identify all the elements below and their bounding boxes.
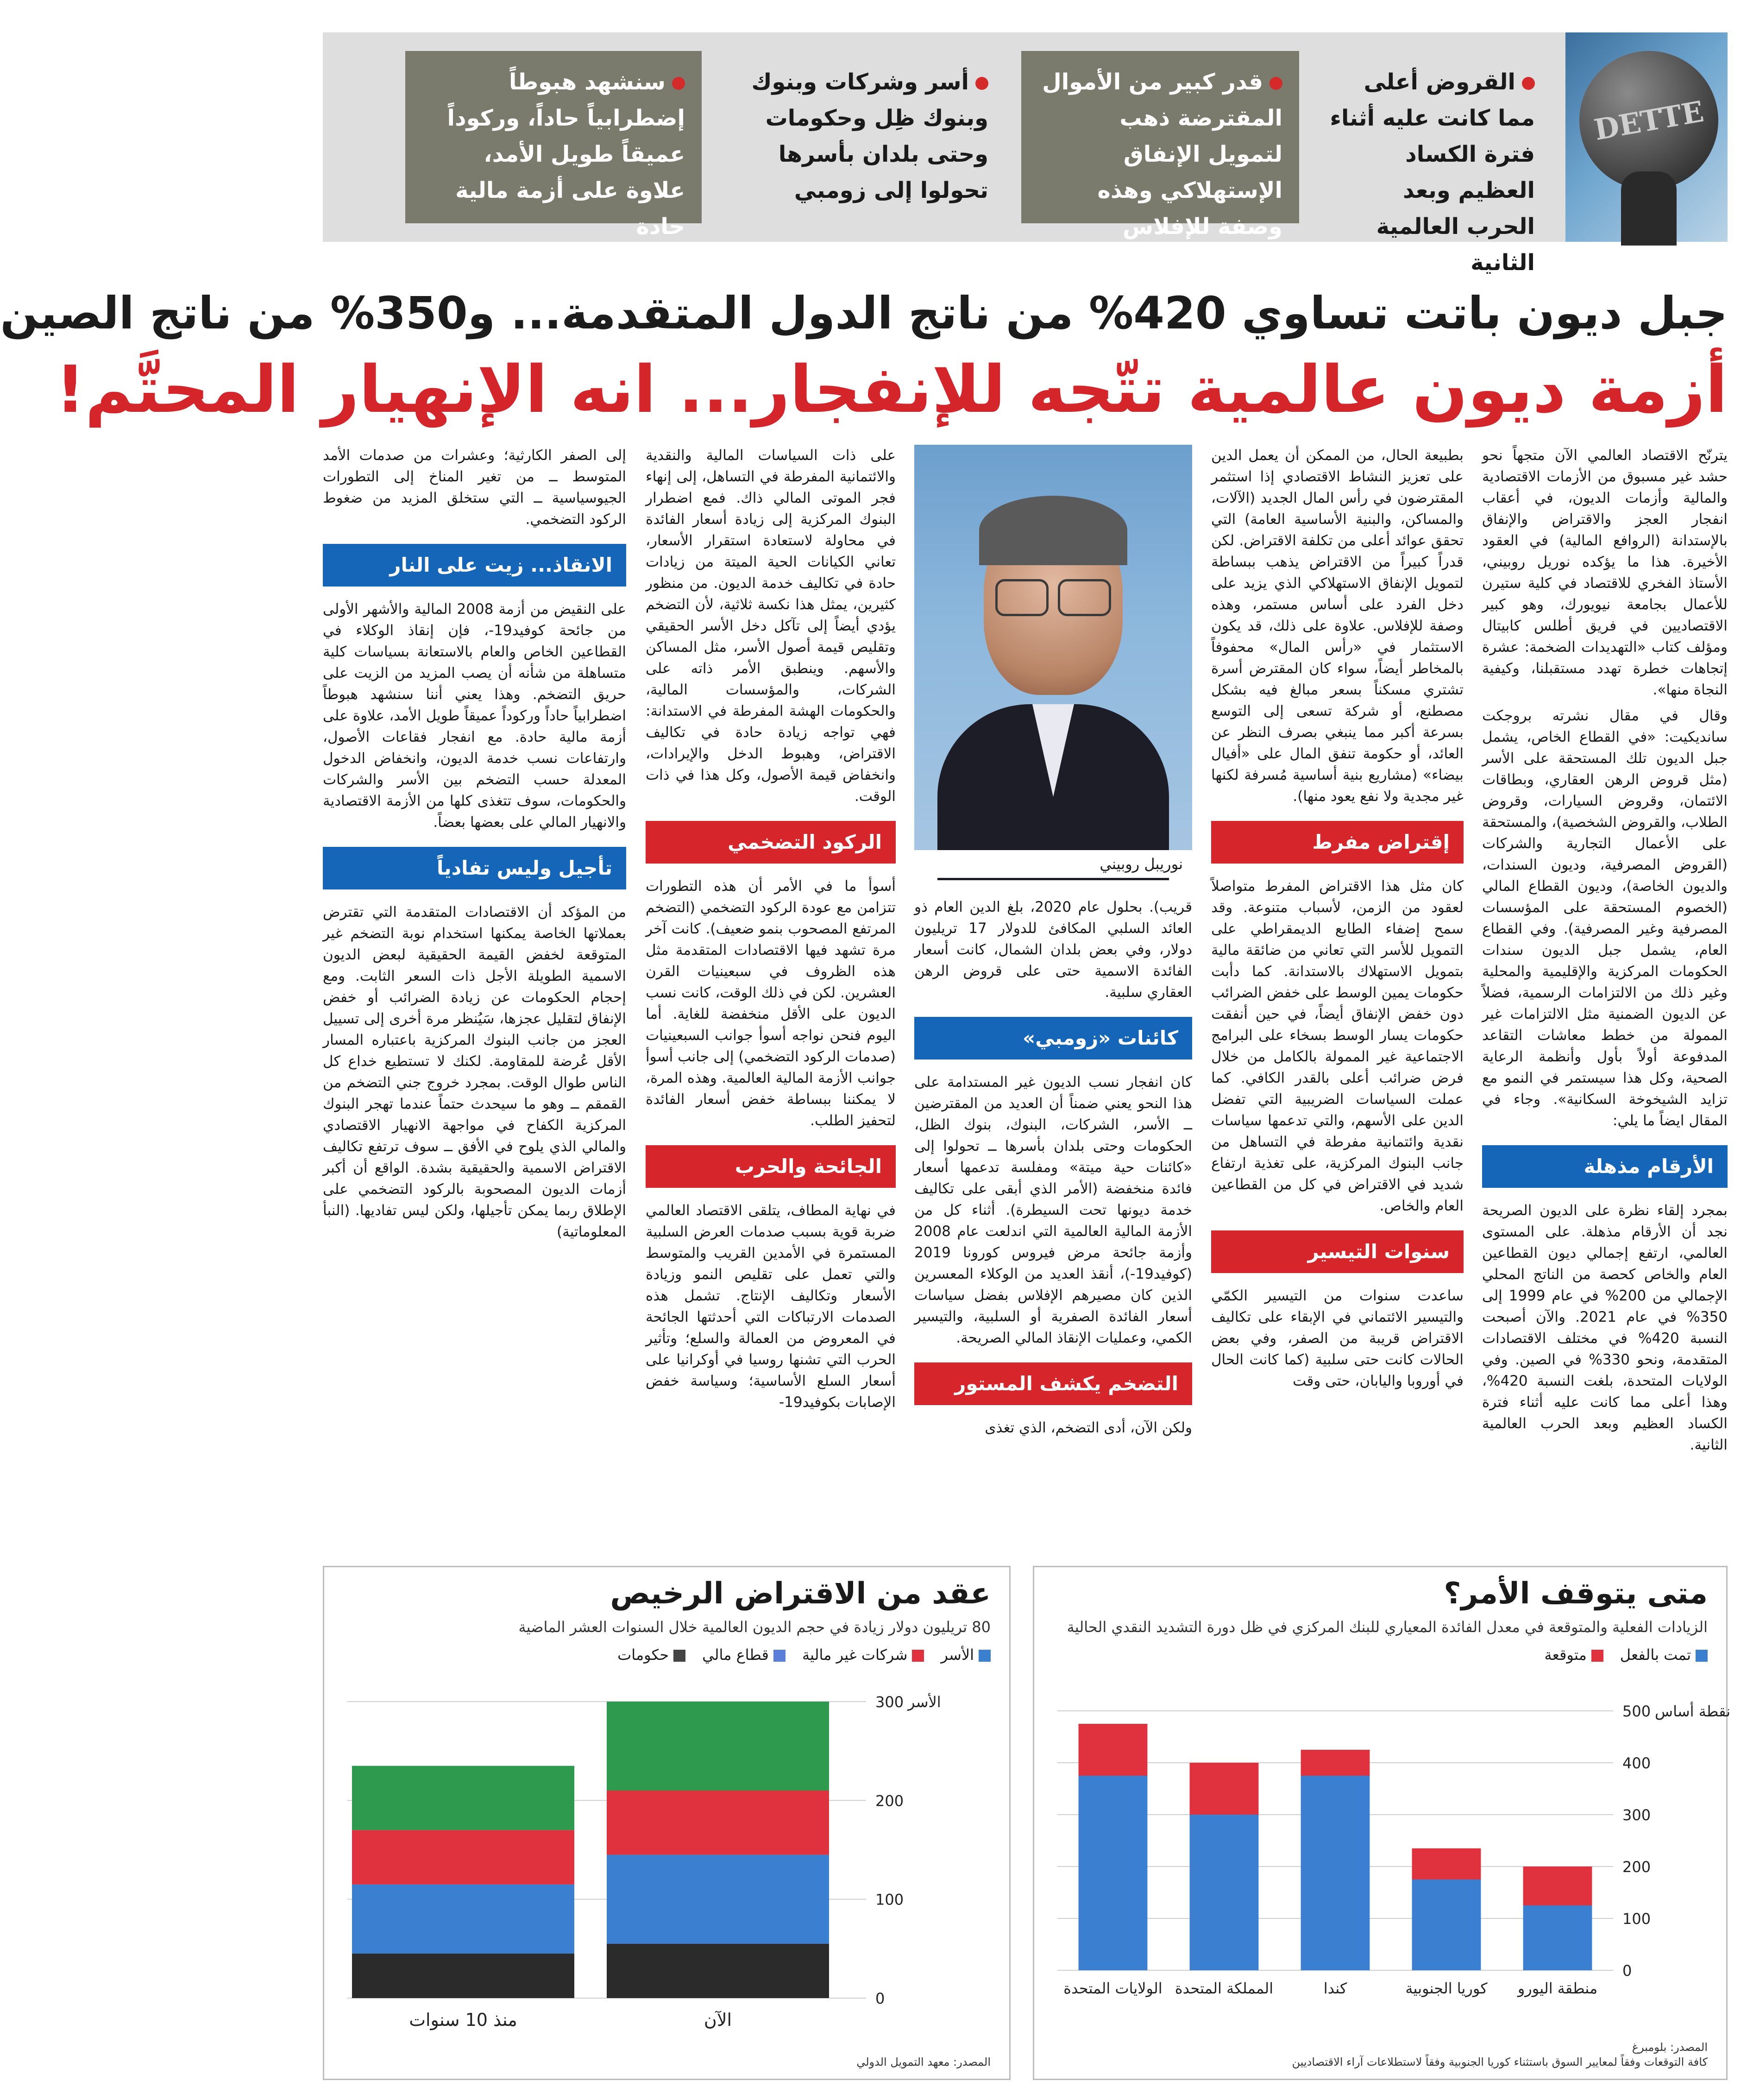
paragraph: من المؤكد أن الاقتصادات المتقدمة التي تقترض بعملاتها الخاصة يمكنها استخدام نوبة التضخم غير المتوقعة لخفض القيمة الحقيقية لبعض الديون الاسمية الطويلة الأجل ذات السعر الثابت. ومع إحجام الحكومات عن زيادة الضرائب أو خفض الإنفاق لتقليل عجزها، سَيُنظر مرة أخرى إلى تسييل العجز من جانب البنوك المركزية باعتباره المسار الأقل عُرضة للمقاومة. لكنك لا تستطيع خداع كل الناس طوال الوقت. بمجرد خروج جني التضخم من القمقم ــ وهو ما سيحدث حتماً عندما تهجر البنوك المركزية الكفاح في مواجهة الانهيار الاقتصادي والمالي الذي يلوح في الأفق ــ سوف ترتفع تكاليف الاقتراض الاسمية والحقيقية بشدة. الواقع أن أكبر أزمات الديون المصحوبة بالركود التضخمي على الإطلاق ربما يمكن تأجيلها، ولكن ليس تفاديها. (النبأ المعلوماتية) (323, 904, 626, 1240)
section-heading: كائنات «زومبي» (914, 1017, 1192, 1059)
paragraph: كان انفجار نسب الديون غير المستدامة على هذا النحو يعني ضمناً أن العديد من المقترضين ــ الأسر، الشركات، البنوك، بنوك الظل، الحكومات وحتى بلدان بأسرها ــ تحولوا إلى «كائنات حية ميتة» ومفلسة تدعمها أسعار فائدة منخفضة (الأمر الذي أبقى على تكاليف خدمة ديونها تحت السيطرة). أثناء كل من الأزمة المالية العالمية التي اندلعت عام 2008 وأزمة جائحة مرض فيروس كورونا 2019 (كوفيد19-)، أنقذ العديد من الوكلاء المعسرين الذين كان مصيرهم الإفلاس بفضل سياسات أسعار الفائدة الصفرية أو السلبية، والتيسير الكمي، وعمليات الإنقاذ المالي الصريحة. (914, 1074, 1192, 1346)
y-tick-label: 300 (875, 1693, 904, 1711)
paragraph: ساعدت سنوات من التيسير الكمّي والتيسير الائتماني في الإبقاء على تكاليف الاقتراض قريبة من الصفر، وفي بعض الحالات كانت حتى سلبية (كما كانت الحال في أوروبا واليابان، حتى وقت (1211, 1287, 1464, 1389)
paragraph: على النقيض من أزمة 2008 المالية والأشهر الأولى من جائحة كوفيد19-، فإن إنقاذ الوكلاء في القطاعين الخاص والعام بالاستعانة بسياسات كلية متساهلة من شأنه أن يصب المزيد من الزيت على حريق التضخم. وهذا يعني أننا سنشهد هبوطاً اضطرابياً حاداً وركوداً عميقاً طويل الأمد، علاوة على أزمة مالية حادة. مع انفجار فقاعات الأصول، وارتفاعات نسب خدمة الديون، وانخفاض الدخول المعدلة حسب التضخم بين الأسر والشركات والحكومات، سوف تتغذى كلها من الأزمة الاقتصادية والانهيار المالي على بعضها بعضاً. (323, 601, 626, 831)
paragraph: يترنّح الاقتصاد العالمي الآن متجهاً نحو حشد غير مسبوق من الأزمات الاقتصادية والمالية وأزمات الديون، في أعقاب انفجار العجز والاقتراض والإنفاق بالإستدانة (الروافع المالية) في العقود الأخيرة. هذا ما يؤكده نوريل روبيني، الأستاذ الفخري للاقتصاد في كلية ستيرن للأعمال بجامعة نيويورك، وهو كبير الاقتصاديين في فريق أطلس كابيتال ومؤلف كتاب «التهديدات الضخمة: عشرة إتجاهات خطرة تهدد مستقبلنا، وكيفية النجاة منها». (1482, 447, 1728, 698)
paragraph: وقال في مقال نشرته بروجكت سانديكيت: «في القطاع الخاص، يشمل جبل الديون تلك المستحقة على الأسر (مثل قروض الرهن العقاري، وبطاقات الائتمان، وقروض السيارات، وقروض الطلاب، والقروض الشخصية)، والمستحقة على الأعمال التجارية والشركات (القروض المصرفية، وديون السندات، والديون الخاصة)، وديون القطاع المالي (الخصوم المستحقة على المؤسسات المصرفية وغير المصرفية). وفي القطاع العام، يشمل جبل الديون سندات الحكومات المركزية والإقليمية والمحلية وغير ذلك من الالتزامات الرسمية، فضلاً عن الديون الضمنية مثل الالتزامات غير الممولة من خطط معاشات التقاعد المدفوعة أولاً بأول وأنظمة الرعاية الصحية، وكل هذا سيستمر في النمو مع تزايد الشيخوخة السكانية». وجاء في المقال ايضاً ما يلي: (1482, 707, 1728, 1129)
chart-cheap-borrowing-plot (333, 1674, 991, 2054)
photo-caption: نوريبل روبيني (914, 850, 1192, 878)
section-heading: الانقاذ... زيت على النار (323, 544, 626, 586)
chart-rate-hikes (1033, 1566, 1731, 2080)
dette-illustration (1565, 32, 1728, 242)
chart-cheap-borrowing (323, 1566, 1011, 2080)
legend-swatch (773, 1650, 786, 1662)
x-tick-label: منذ 10 سنوات (409, 2010, 517, 2030)
chart-source: المصدر: معهد التمويل الدولي (856, 2056, 991, 2068)
legend-swatch (1591, 1650, 1603, 1662)
legend-item-actual: تمت بالفعل (1620, 1646, 1708, 1664)
bar-segment (352, 1766, 574, 1830)
headline: أزمة ديون عالمية تتّجه للإنفجار... انه الإنهيار المحتَّم! (55, 352, 1728, 428)
subheadline: جبل ديون باتت تساوي 420% من ناتج الدول المتقدمة... و350% من ناتج الصين (0, 287, 1728, 339)
legend-item-government: حكومات (617, 1646, 685, 1664)
x-tick-label: الولايات المتحدة (1063, 1980, 1163, 1997)
y-tick-label: 400 (1622, 1754, 1651, 1772)
y-tick-label: 200 (1622, 1858, 1651, 1876)
x-tick-label: كوريا الجنوبية (1405, 1980, 1488, 1997)
y-axis-unit: نقطة أساس (1655, 1703, 1731, 1720)
banner-point-1: القروض أعلى مما كانت عليه أثناء فترة الكساد العظيم وبعد الحرب العالمية الثانية (1330, 69, 1535, 276)
section-heading: الجائحة والحرب (646, 1145, 896, 1188)
bar-segment (1301, 1776, 1370, 1970)
legend-item-households: الأسر (941, 1646, 991, 1664)
section-heading: التضخم يكشف المستور (914, 1362, 1192, 1405)
chart-title: عقد من الاقتراض الرخيص (610, 1577, 991, 1611)
bar-segment (1190, 1815, 1259, 1970)
bar-segment (352, 1954, 574, 1998)
y-tick-label: 100 (875, 1891, 904, 1909)
y-tick-label: 100 (1622, 1910, 1651, 1928)
y-tick-label: 200 (875, 1792, 904, 1810)
x-tick-label: كندا (1323, 1980, 1347, 1997)
bar-segment (352, 1830, 574, 1884)
legend-swatch (673, 1650, 685, 1662)
banner-point-3: أسر وشركات وبنوك وبنوك ظِل وحكومات وحتى بلدان بأسرها تحولوا إلى زومبي (751, 69, 988, 203)
y-tick-label: 0 (875, 1990, 885, 2007)
bullet-icon (1522, 77, 1535, 90)
article-column-1 (1482, 445, 1728, 1460)
banner-point-2: قدر كبير من الأموال المقترضة ذهب لتمويل الإنفاق الإستهلاكي وهذه وصفة للإفلاس (1021, 51, 1299, 223)
bullet-icon (1269, 77, 1282, 90)
bar-segment (607, 1791, 829, 1855)
portrait-photo (914, 445, 1192, 878)
hair-shape (979, 496, 1127, 565)
chart-subtitle: الزيادات الفعلية والمتوقعة في معدل الفائدة المعياري للبنك المركزي في ظل دورة التشديد النقدي الحالية (1067, 1618, 1708, 1636)
legend-item-financial: قطاع مالي (702, 1646, 786, 1664)
paragraph: بطبيعة الحال، من الممكن أن يعمل الدين على تعزيز النشاط الاقتصادي إذا استثمر المقترضون في رأس المال الجديد (الآلات، والمساكن، والبنية الأساسية العامة) التي تحقق عوائد أعلى من تكلفة الاقتراض. لكن قدراً كبيراً من الاقتراض يذهب ببساطة لتمويل الإنفاق الاستهلاكي الذي يزيد على دخل الفرد على أساس مستمر، وهذه وصفة للإفلاس. علاوة على ذلك، قد يكون الاستثمار في «رأس المال» محفوفاً بالمخاطر أيضاً، سواء كان المقترض أسرة تشتري مسكناً بسعر مبالغ فيه بشكل مصطنع، أو شركة تسعى إلى التوسع بسرعة أكبر مما ينبغي بصرف النظر عن العائد، أو حكومة تنفق المال على «أفيال بيضاء» (مشاريع بنية أساسية مُسرفة لكنها غير مجدية ولا نفع يعود منها). (1211, 447, 1464, 805)
section-heading: سنوات التيسير (1211, 1230, 1464, 1273)
man-figure-icon (1621, 171, 1677, 246)
legend-swatch (912, 1650, 924, 1662)
banner-point-4: سنشهد هبوطاً إضطرابياً حاداً، وركوداً عميقاً طويل الأمد، علاوة على أزمة مالية حادة (405, 51, 702, 223)
article-column-5 (323, 445, 626, 1247)
legend-swatch (1696, 1650, 1708, 1662)
paragraph: على ذات السياسات المالية والنقدية والائتمانية المفرطة في التساهل، إلى إنهاء فجر الموتى المالي ذاك. فمع اضطرار البنوك المركزية إلى زيادة أسعار الفائدة في محاولة لاستعادة استقرار الأسعار، تعاني الكيانات الحية الميتة من زيادات حادة في تكاليف خدمة الديون. من منظور كثيرين، يمثل هذا نكسة ثلاثية، لأن التضخم يؤدي أيضاً إلى تآكل دخل الأسر الحقيقي وتقليص قيمة أصول الأسر، مثل المساكن والأسهم. وينطبق الأمر ذاته على الشركات، والمؤسسات المالية، والحكومات الهشة المفرطة في الاستدانة: فهي تواجه زيادة حادة في تكاليف الاقتراض، وهبوط الدخل والإيرادات، وانخفاض قيمة الأصول، وكل هذا في ذات الوقت. (646, 447, 896, 805)
bar-segment (1523, 1867, 1592, 1905)
y-axis-unit: الأسر (908, 1693, 941, 1711)
section-heading: إقتراض مفرط (1211, 821, 1464, 864)
bar-segment (1412, 1879, 1481, 1970)
bar-segment (607, 1944, 829, 1998)
bar-segment (607, 1702, 829, 1791)
bar-segment (1079, 1724, 1148, 1776)
bullet-icon (672, 77, 685, 90)
bar-segment (1412, 1848, 1481, 1879)
section-heading: تأجيل وليس تفادياً (323, 847, 626, 889)
chart-legend (617, 1646, 991, 1664)
y-tick-label: 500 (1622, 1703, 1651, 1720)
article-column-4 (646, 445, 896, 1418)
chart-rate-hikes-plot (1043, 1674, 1731, 2026)
glasses-icon (995, 579, 1111, 612)
legend-item-expected: متوقعة (1545, 1646, 1603, 1664)
chart-source: المصدر: بلومبرغ كافة التوقعات وفقاً لمعايير السوق باستثناء كوريا الجنوبية وفقاً لاستطلاعات آراء الاقتصاديين (1292, 2041, 1708, 2068)
legend-item-nonfinancial: شركات غير مالية (802, 1646, 924, 1664)
top-banner (323, 32, 1728, 276)
y-tick-label: 300 (1622, 1806, 1651, 1824)
article-column-2 (1211, 445, 1464, 1396)
article-column-3 (914, 896, 1192, 1443)
chart-legend (1545, 1646, 1708, 1664)
x-tick-label: الآن (704, 2010, 732, 2030)
paragraph: إلى الصفر الكارثية؛ وعشرات من صدمات الأمد المتوسط ــ من تغير المناخ إلى التطورات الجيوسياسية ــ التي ستخلق المزيد من ضغوط الركود التضخمي. (323, 447, 626, 528)
bar-segment (1523, 1905, 1592, 1970)
bar-segment (1079, 1776, 1148, 1970)
chart-title: متى يتوقف الأمر؟ (1444, 1577, 1708, 1611)
x-tick-label: منطقة اليورو (1517, 1980, 1598, 1997)
section-heading: الركود التضخمي (646, 821, 896, 864)
bullet-icon (975, 77, 988, 90)
bar-segment (352, 1885, 574, 1954)
paragraph: ولكن الآن، أدى التضخم، الذي تغذى (985, 1419, 1192, 1436)
paragraph: قريب). بحلول عام 2020، بلغ الدين العام ذو العائد السلبي المكافئ للدولار 17 تريليون دولار، وفي بعض بلدان الشمال، كانت أسعار الفائدة الاسمية حتى على قروض الرهن العقاري سلبية. (914, 899, 1193, 1001)
paragraph: في نهاية المطاف، يتلقى الاقتصاد العالمي ضربة قوية بسبب صدمات العرض السلبية المستمرة في الأمدين القريب والمتوسط والتي تعمل على تقليص النمو وزيادة الأسعار وتكاليف الإنتاج. تشمل هذه الصدمات الارتباكات التي أحدثتها الجائحة في المعروض من العمالة والسلع؛ وتأثير الحرب التي تشنها روسيا في أوكرانيا على أسعار السلع الأساسية؛ وسياسة خفض الإصابات بكوفيد19- (646, 1202, 896, 1411)
section-heading: الأرقام مذهلة (1482, 1145, 1728, 1188)
x-tick-label: المملكة المتحدة (1175, 1980, 1274, 1997)
bar-segment (1301, 1750, 1370, 1776)
paragraph: بمجرد إلقاء نظرة على الديون الصريحة نجد أن الأرقام مذهلة. على المستوى العالمي، ارتفع إجمالي ديون القطاعين العام والخاص كحصة من الناتج المحلي الإجمالي من 200% في عام 1999 إلى 350% في عام 2021. والآن أصبحت النسبة 420% في مختلف الاقتصادات المتقدمة، ونحو 330% في الصين. وفي الولايات المتحدة، بلغت النسبة 420%، وهذا أعلى مما كانت عليه أثناء فترة الكساد العظيم وبعد الحرب العالمية الثانية. (1482, 1202, 1728, 1453)
chart-subtitle: 80 تريليون دولار زيادة في حجم الديون العالمية خلال السنوات العشر الماضية (518, 1618, 991, 1636)
debt-ball-icon: DETTE (1579, 51, 1718, 190)
bar-segment (1190, 1763, 1259, 1815)
paragraph: أسوأ ما في الأمر أن هذه التطورات تتزامن مع عودة الركود التضخمي (التضخم المرتفع المصحوب بنمو ضعيف). كانت آخر مرة تشهد فيها الاقتصادات المتقدمة مثل هذه الظروف في سبعينيات القرن العشرين. لكن في ذلك الوقت، كانت نسب الديون على الأقل منخفضة للغاية. أما اليوم فنحن نواجه أسوأ جوانب السبعينيات (صدمات الركود التضخمي) إلى جانب أسوأ جوانب الأزمة المالية العالمية. وهذه المرة، لا يمكننا ببساطة خفض أسعار الفائدة لتحفيز الطلب. (646, 878, 896, 1129)
bar-segment (607, 1855, 829, 1944)
legend-swatch (979, 1650, 991, 1662)
y-tick-label: 0 (1622, 1962, 1632, 1980)
paragraph: كان مثل هذا الاقتراض المفرط متواصلاً لعقود من الزمن، لأسباب متنوعة. وقد سمح إضفاء الطابع الديمقراطي على التمويل للأسر التي تعاني من ضائقة مالية بتمويل الاستهلاك بالاستدانة. كما دأبت حكومات يمين الوسط على خفض الضرائب دون خفض الإنفاق أيضاً، في حين أنفقت حكومات يسار الوسط بسخاء على البرامج الاجتماعية غير الممولة بالكامل من خلال فرض ضرائب أعلى بالقدر الكافي. كما عملت السياسات الضريبية التي تفضل الدين على الأسهم، والتي تدعمها سياسات نقدية وائتمانية مفرطة في التساهل من جانب البنوك المركزية، على تغذية ارتفاع شديد في الاقتراض في كل من القطاعين العام والخاص. (1211, 878, 1464, 1214)
